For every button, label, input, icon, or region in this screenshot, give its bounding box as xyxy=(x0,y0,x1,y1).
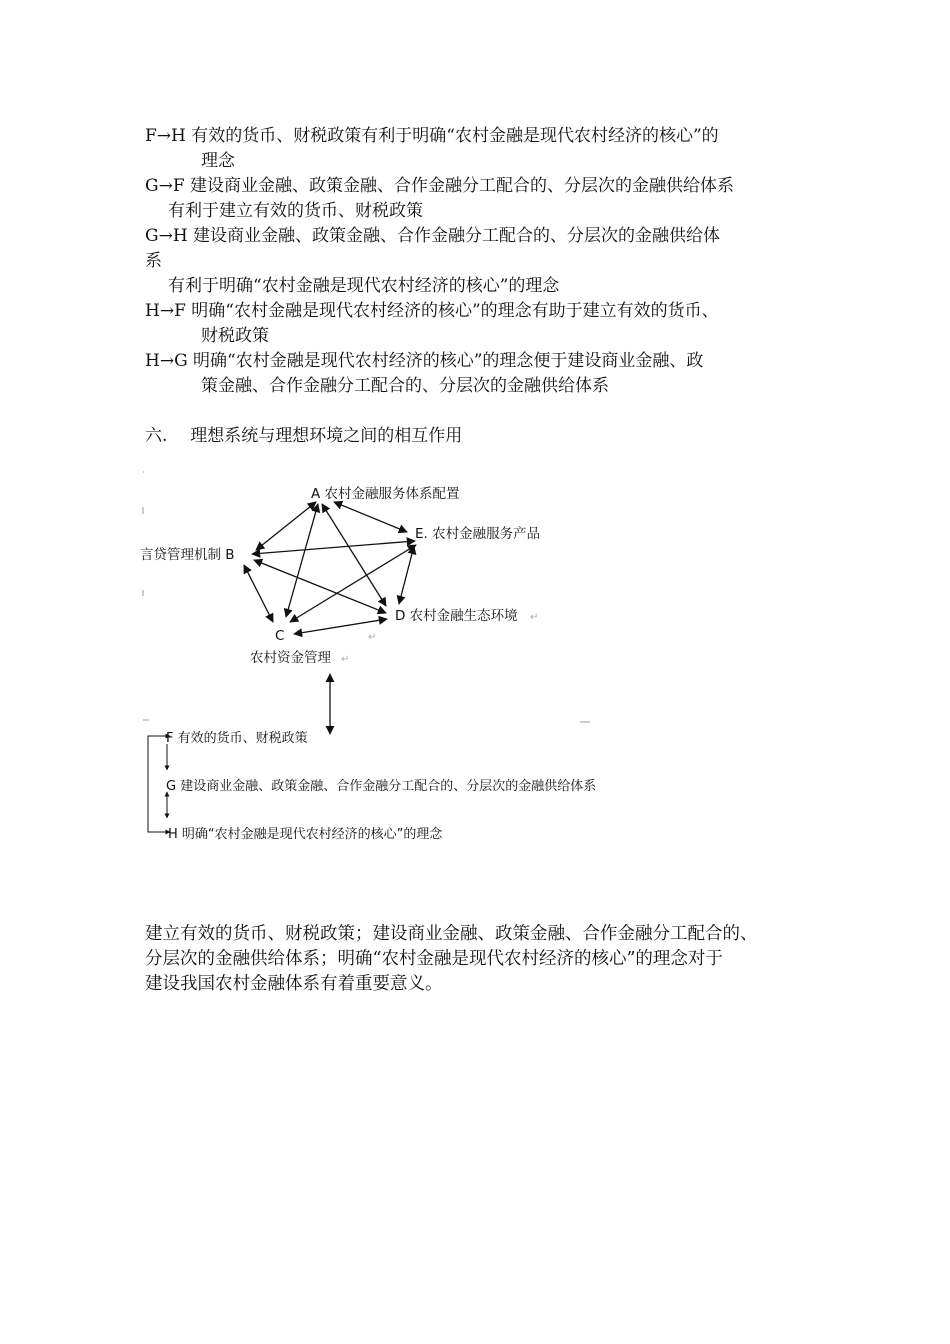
arrow-a-c xyxy=(286,504,318,617)
node-c-caption: 农村资金管理 xyxy=(250,650,331,666)
node-a-label: A 农村金融服务体系配置 xyxy=(311,486,460,502)
section-heading xyxy=(145,424,462,448)
relation-hg-line2: 策金融、合作金融分工配合的、分层次的金融供给体系 xyxy=(201,376,609,396)
node-c-label: C xyxy=(275,628,285,644)
node-d-label: D 农村金融生态环境 xyxy=(395,608,518,624)
relation-gh-line3: 有利于明确“农村金融是现代农村经济的核心”的理念 xyxy=(168,276,560,296)
conclusion-paragraph xyxy=(145,922,835,997)
para-mark: ↵ xyxy=(368,632,377,643)
arrow-b-c xyxy=(244,565,273,622)
env-f-label: F 有效的货币、财税政策 xyxy=(166,731,308,746)
relation-gh-line1: G→H 建设商业金融、政策金融、合作金融分工配合的、分层次的金融供给体 xyxy=(145,226,721,246)
relation-hf-line2: 财税政策 xyxy=(201,326,269,346)
relation-gf-line1: G→F 建设商业金融、政策金融、合作金融分工配合的、分层次的金融供给体系 xyxy=(145,176,735,196)
relation-fh-line2: 理念 xyxy=(201,151,235,171)
section-number: 六. xyxy=(145,426,168,446)
node-e-label: E. 农村金融服务产品 xyxy=(415,526,541,542)
section-title: 理想系统与理想环境之间的相互作用 xyxy=(190,426,463,446)
relation-gf-line2: 有利于建立有效的货币、财税政策 xyxy=(168,201,423,221)
para-mark: ↵ xyxy=(530,612,539,623)
arrow-b-d xyxy=(254,560,386,613)
env-g-label: G 建设商业金融、政策金融、合作金融分工配合的、分层次的金融供给体系 xyxy=(166,779,597,794)
relation-hf-line1: H→F 明确“农村金融是现代农村经济的核心”的理念有助于建立有效的货币、 xyxy=(145,301,719,321)
para-mark: ↵ xyxy=(341,654,350,665)
arrow-b-e xyxy=(252,541,415,554)
relation-gh-line2: 系 xyxy=(145,251,162,271)
node-b-label: 言贷管理机制 B xyxy=(140,547,235,563)
conclusion-line3: 建设我国农村金融体系有着重要意义。 xyxy=(145,974,443,994)
interaction-diagram xyxy=(140,462,600,852)
env-h-label: H 明确“农村金融是现代农村经济的核心”的理念 xyxy=(168,827,443,842)
relation-fh-line1: F→H 有效的货币、财税政策有利于明确“农村金融是现代农村经济的核心”的 xyxy=(145,126,719,146)
conclusion-line2: 分层次的金融供给体系；明确“农村金融是现代农村经济的核心”的理念对于 xyxy=(145,949,723,969)
conclusion-line1: 建立有效的货币、财税政策；建设商业金融、政策金融、合作金融分工配合的、 xyxy=(145,924,758,944)
relation-hg-line1: H→G 明确“农村金融是现代农村经济的核心”的理念便于建设商业金融、政 xyxy=(145,351,704,371)
arrow-a-e xyxy=(334,502,407,532)
